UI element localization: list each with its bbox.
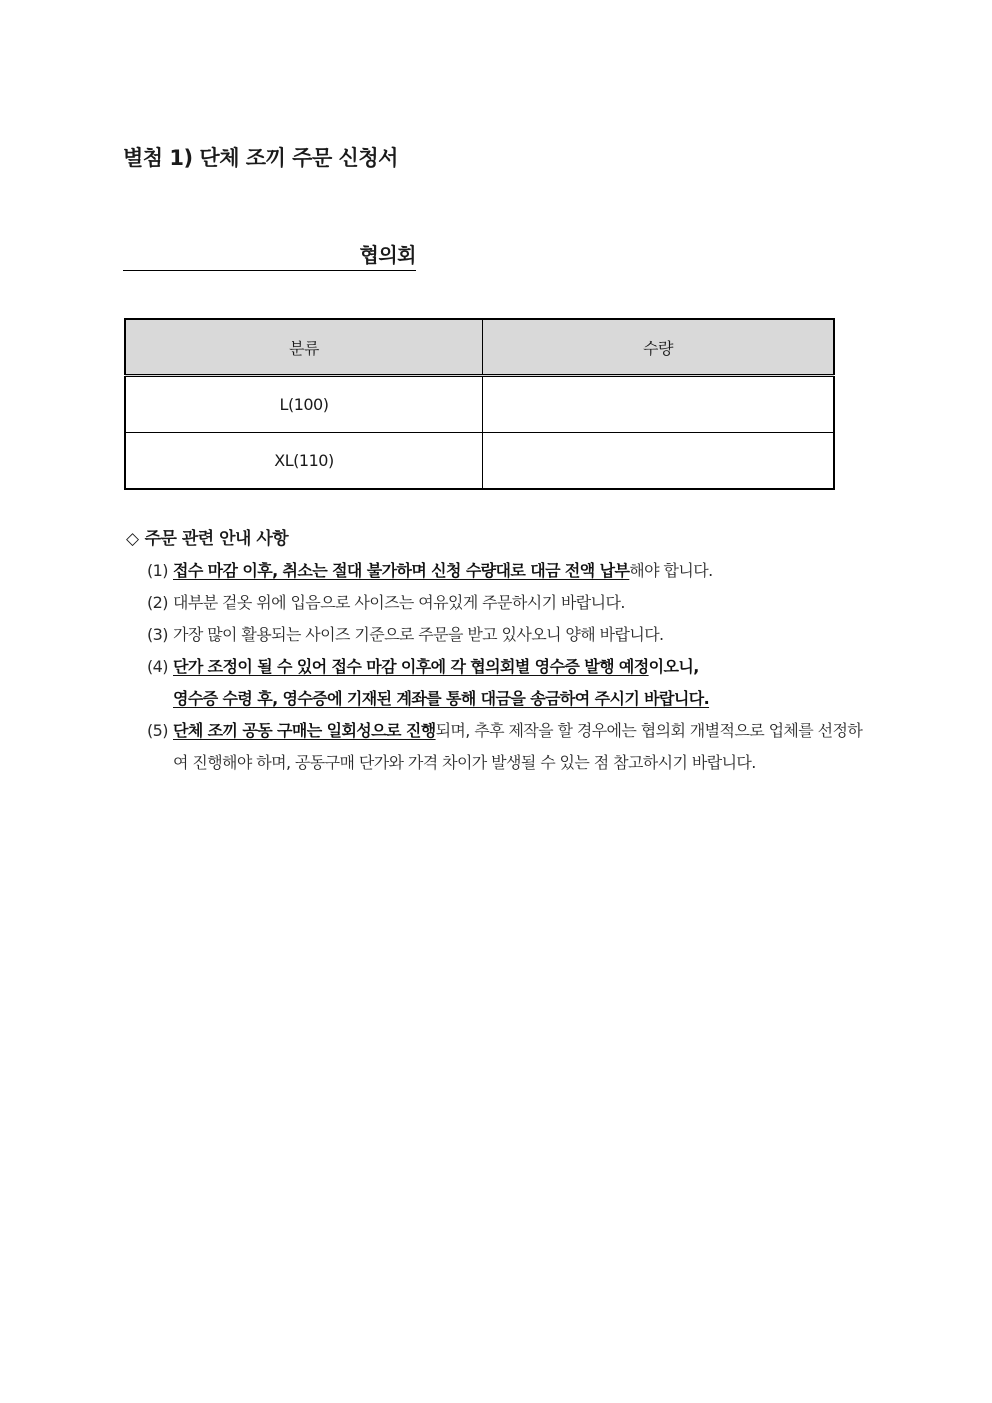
notice-item [126, 651, 866, 715]
item-emphasis: 단가 조정이 될 수 있어 접수 마감 이후에 각 협의회별 영수증 발행 예정 [173, 657, 649, 676]
notice-item [126, 715, 866, 779]
item-text: 가장 많이 활용되는 사이즈 기준으로 주문을 받고 있사오니 양해 바랍니다. [173, 625, 664, 644]
table-row [125, 433, 834, 490]
item-emphasis: 영수증 수령 후, 영수증에 기재된 계좌를 통해 대금을 송금하여 주시기 바랍니다. [173, 689, 710, 708]
order-table [124, 318, 835, 490]
table-header-row [125, 319, 834, 376]
order-notice [126, 524, 866, 779]
diamond-bullet-icon: ◇ [126, 529, 139, 549]
item-number: (2) [147, 593, 168, 612]
notice-item [126, 555, 866, 587]
item-rest: 해야 합니다. [629, 561, 713, 580]
header-quantity: 수량 [483, 319, 835, 376]
notice-heading-text: 주문 관련 안내 사항 [144, 529, 289, 549]
item-rest: 이오니, [648, 657, 699, 676]
page-title: 별첨 1) 단체 조끼 주문 신청서 [123, 146, 398, 170]
item-emphasis: 단체 조끼 공동 구매는 일회성으로 진행 [173, 721, 436, 740]
item-text [173, 715, 866, 779]
item-text [173, 651, 866, 715]
organization-suffix-label: 협의회 [359, 243, 416, 267]
category-cell: XL(110) [125, 433, 483, 490]
item-rest: 되며, 추후 제작을 할 경우에는 협의회 개별적으로 업체를 선정하여 진행해야 하며, 공동구매 단가와 가격 차이가 발생될 수 있는 점 참고하시기 바랍니다. [173, 721, 863, 772]
item-number: (1) [147, 561, 168, 580]
item-number: (3) [147, 625, 168, 644]
header-category: 분류 [125, 319, 483, 376]
table-row [125, 376, 834, 433]
quantity-cell[interactable] [483, 433, 835, 490]
item-emphasis: 접수 마감 이후, 취소는 절대 불가하며 신청 수량대로 대금 전액 납부 [173, 561, 630, 580]
organization-name-field[interactable] [123, 240, 416, 271]
notice-heading [126, 524, 866, 549]
notice-item [126, 619, 866, 651]
notice-item [126, 587, 866, 619]
category-cell: L(100) [125, 376, 483, 433]
item-text: 대부분 겉옷 위에 입음으로 사이즈는 여유있게 주문하시기 바랍니다. [173, 593, 625, 612]
item-text [173, 555, 866, 587]
item-number: (4) [147, 657, 168, 676]
quantity-cell[interactable] [483, 376, 835, 433]
item-number: (5) [147, 721, 168, 740]
